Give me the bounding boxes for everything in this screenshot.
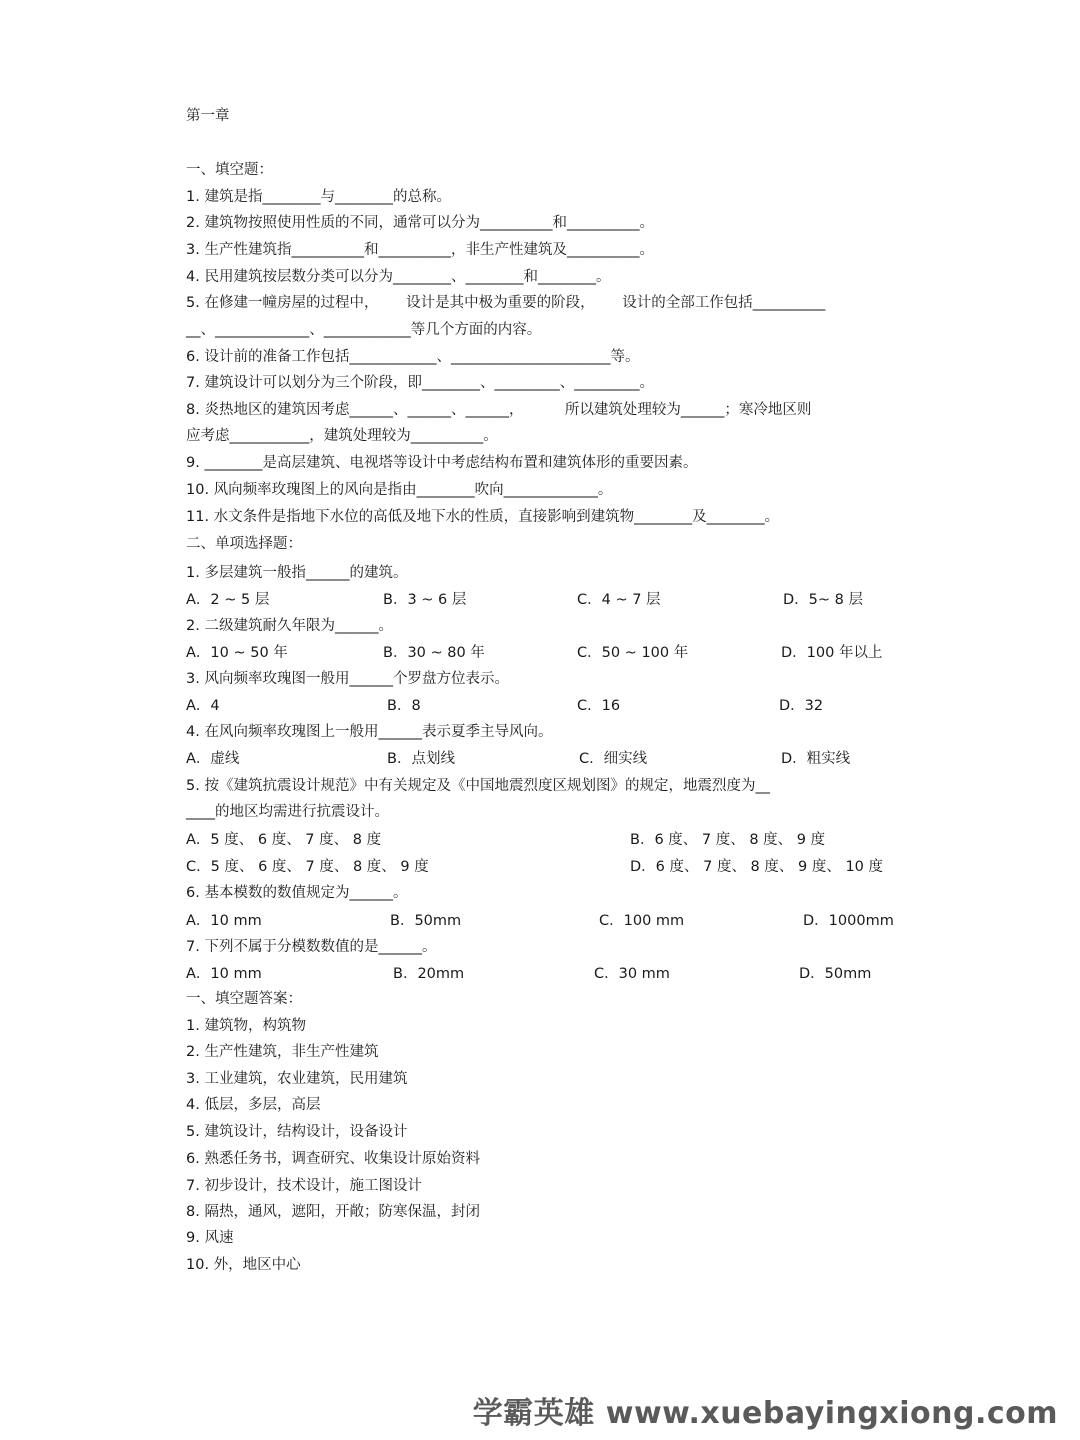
answer-line: 3. 工业建筑，农业建筑，民用建筑 (186, 1071, 408, 1087)
choice-option-c: C．16 (577, 698, 621, 714)
choice-option-b: B．30 ~ 80 年 (383, 645, 485, 661)
answer-line: 4. 低层，多层，高层 (186, 1097, 321, 1113)
choice-option-d: D．粗实线 (781, 751, 851, 767)
choice-question: 7. 下列不属于分模数数值的是______。 (186, 939, 437, 955)
fill-blank-question: 6. 设计前的准备工作包括____________、______________________等。 (186, 349, 640, 365)
fill-blank-question: 5. 在修建一幢房屋的过程中， 设计是其中极为重要的阶段， 设计的全部工作包括__________ (186, 295, 826, 311)
choice-option-c: C．100 mm (599, 913, 685, 929)
fill-blank-question-continued: 应考虑___________，建筑处理较为__________。 (186, 428, 498, 444)
choice-option-c: C．细实线 (579, 751, 648, 767)
answer-line: 1. 建筑物，构筑物 (186, 1018, 306, 1034)
choice-option-d: D．32 (779, 698, 824, 714)
choice-option-d: D．6 度、 7 度、 8 度、 9 度、 10 度 (630, 859, 883, 875)
choice-option-c: C．30 mm (594, 966, 670, 982)
answers-title: 一、填空题答案： (186, 991, 302, 1007)
fill-blank-question: 3. 生产性建筑指__________和__________，非生产性建筑及__________。 (186, 242, 654, 258)
site-watermark: 学霸英雄 www.xuebayingxiong.com (472, 1396, 1058, 1431)
choice-option-a: A．虚线 (186, 751, 240, 767)
fill-blank-question: 7. 建筑设计可以划分为三个阶段，即________、_________、_________。 (186, 375, 654, 391)
choice-option-a: A．5 度、 6 度、 7 度、 8 度 (186, 832, 382, 848)
choice-option-b: B．点划线 (387, 751, 455, 767)
choice-question: 6. 基本模数的数值规定为______。 (186, 885, 408, 901)
choice-option-c: C．5 度、 6 度、 7 度、 8 度、 9 度 (186, 859, 429, 875)
choice-option-c: C．50 ~ 100 年 (577, 645, 689, 661)
chapter-title: 第一章 (186, 108, 230, 124)
choice-option-a: A．2 ~ 5 层 (186, 592, 270, 608)
fill-blank-question: 10. 风向频率玫瑰图上的风向是指由________吹向_____________。 (186, 482, 613, 498)
choice-option-d: D．1000mm (803, 913, 894, 929)
answer-line: 5. 建筑设计，结构设计，设备设计 (186, 1124, 408, 1140)
section-title-fill-blank: 一、填空题： (186, 162, 273, 178)
choice-question: 5. 按《建筑抗震设计规范》中有关规定及《中国地震烈度区规划图》的规定，地震烈度为__ (186, 778, 770, 794)
fill-blank-question: 2. 建筑物按照使用性质的不同，通常可以分为__________和__________。 (186, 215, 654, 231)
choice-option-b: B．3 ~ 6 层 (383, 592, 467, 608)
choice-option-b: B．20mm (393, 966, 465, 982)
choice-option-d: D．50mm (799, 966, 872, 982)
choice-question: 4. 在风向频率玫瑰图上一般用______表示夏季主导风向。 (186, 724, 553, 740)
fill-blank-question-continued: __、_____________、____________等几个方面的内容。 (186, 322, 542, 338)
answer-line: 9. 风速 (186, 1230, 234, 1246)
answer-line: 10. 外，地区中心 (186, 1257, 301, 1273)
choice-option-a: A．10 ~ 50 年 (186, 645, 288, 661)
choice-question: 1. 多层建筑一般指______的建筑。 (186, 565, 408, 581)
answer-line: 7. 初步设计，技术设计，施工图设计 (186, 1178, 422, 1194)
choice-question: 3. 风向频率玫瑰图一般用______个罗盘方位表示。 (186, 671, 509, 687)
choice-option-a: A．4 (186, 698, 220, 714)
fill-blank-question: 4. 民用建筑按层数分类可以分为________、________和________。 (186, 269, 611, 285)
choice-question: 2. 二级建筑耐久年限为______。 (186, 618, 393, 634)
answer-line: 6. 熟悉任务书，调查研究、收集设计原始资料 (186, 1151, 480, 1167)
choice-option-c: C．4 ~ 7 层 (577, 592, 661, 608)
choice-option-b: B．50mm (390, 913, 462, 929)
answer-line: 2. 生产性建筑，非生产性建筑 (186, 1044, 379, 1060)
choice-option-d: D．100 年以上 (781, 645, 883, 661)
answer-line: 8. 隔热，通风，遮阳，开敞；防寒保温，封闭 (186, 1204, 480, 1220)
choice-option-a: A．10 mm (186, 913, 262, 929)
choice-option-b: B．6 度、 7 度、 8 度、 9 度 (630, 832, 826, 848)
fill-blank-question: 8. 炎热地区的建筑因考虑______、______、______， 所以建筑处理较为______；寒冷地区则 (186, 402, 812, 418)
fill-blank-question: 1. 建筑是指________与________的总称。 (186, 189, 451, 205)
section-title-single-choice: 二、单项选择题： (186, 536, 302, 552)
fill-blank-question: 9. ________是高层建筑、电视塔等设计中考虑结构布置和建筑体形的重要因素。 (186, 455, 698, 471)
fill-blank-question: 11. 水文条件是指地下水位的高低及地下水的性质，直接影响到建筑物________及________。 (186, 509, 780, 525)
choice-option-b: B．8 (387, 698, 421, 714)
choice-question-continued: ____的地区均需进行抗震设计。 (186, 804, 389, 820)
choice-option-d: D．5~ 8 层 (783, 592, 863, 608)
choice-option-a: A．10 mm (186, 966, 262, 982)
